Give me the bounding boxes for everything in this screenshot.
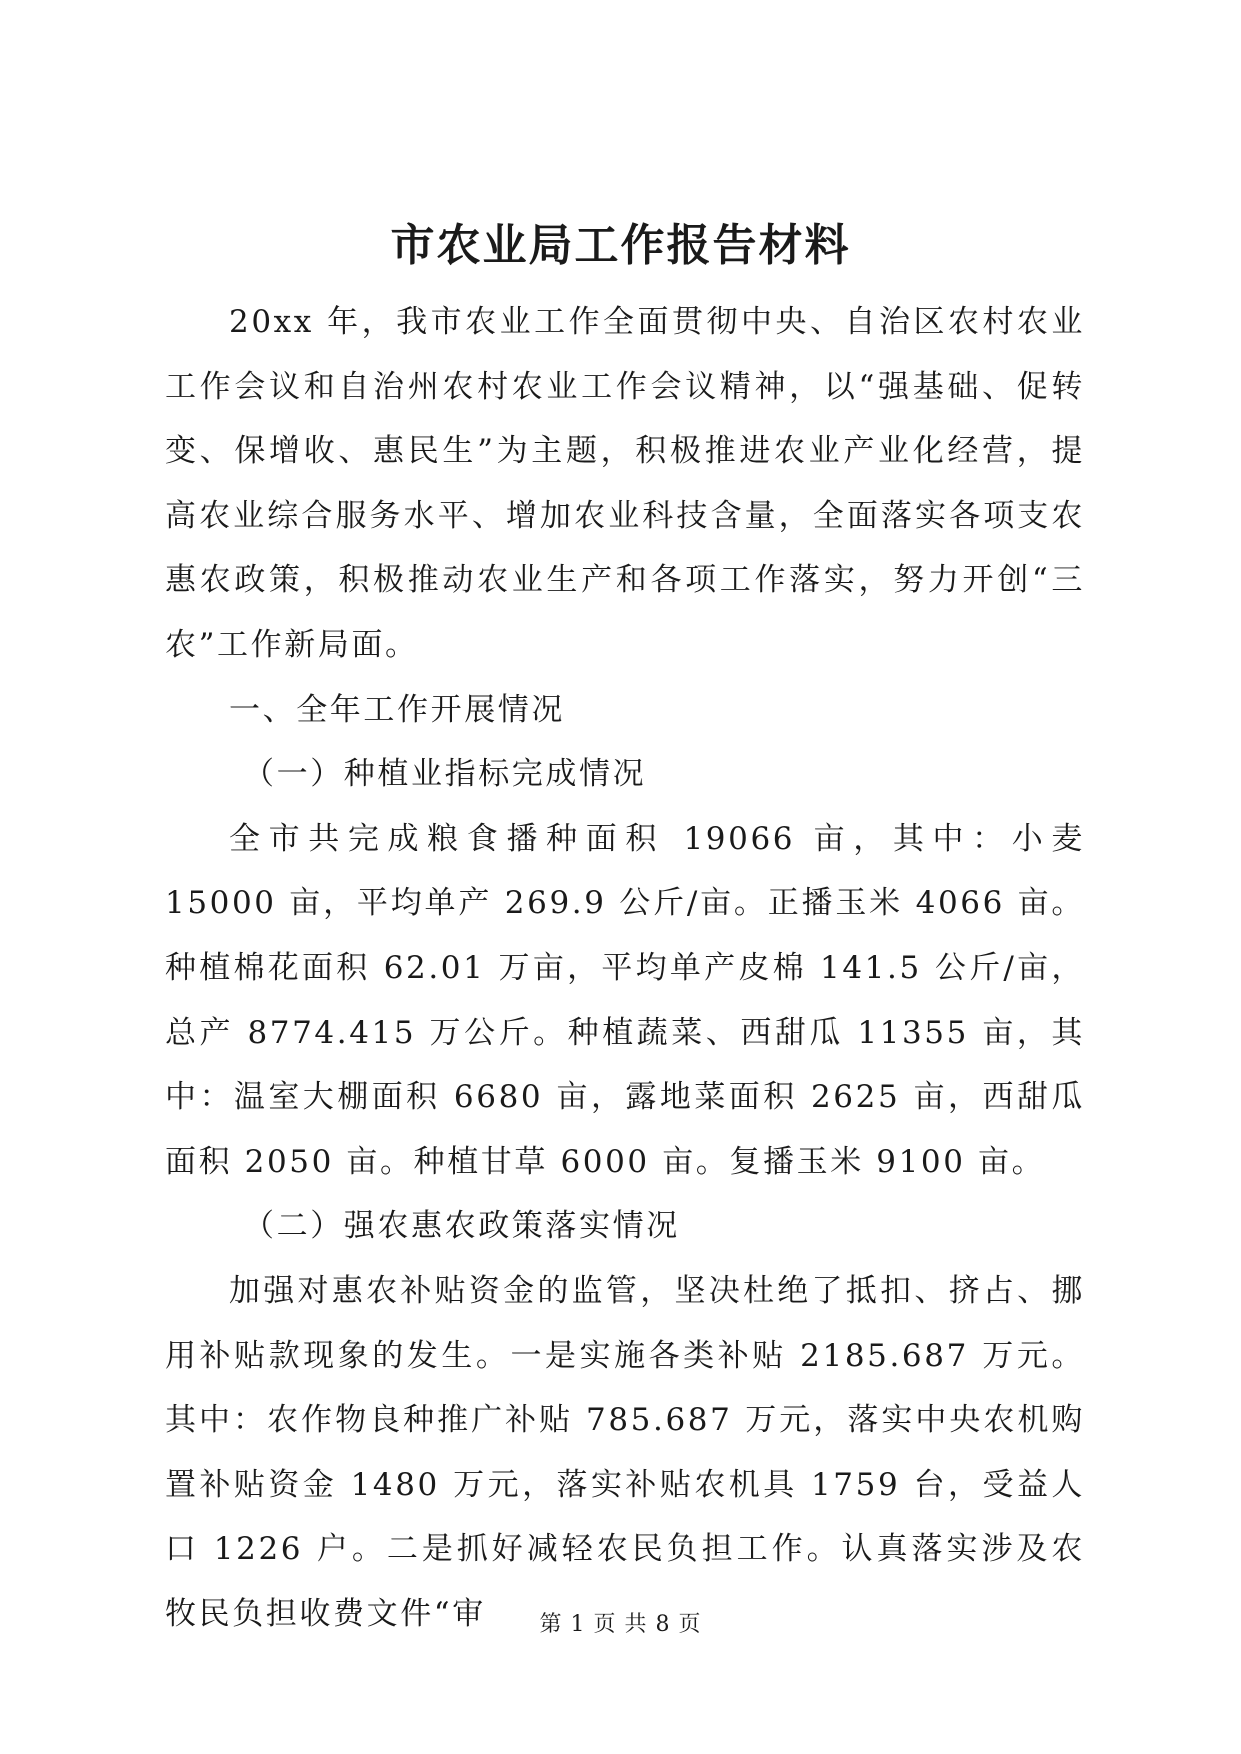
intro-paragraph: 20xx 年，我市农业工作全面贯彻中央、自治区农村农业工作会议和自治州农村农业工作会议精神，以“强基础、促转变、保增收、惠民生”为主题，积极推进农业产业化经营，提高农业综合服务水平、增加农业科技含量，全面落实各项支农惠农政策，积极推动农业生产和各项工作落实，努力开创“三农”工作新局面。 xyxy=(165,304,1085,663)
planting-paragraph: 全市共完成粮食播种面积 19066 亩，其中：小麦 15000 亩，平均单产 269.9 公斤/亩。正播玉米 4066 亩。种植棉花面积 62.01 万亩，平均单产皮棉 141.5 公斤/亩，总产 8774.415 万公斤。种植蔬菜、西甜瓜 11355 亩，其中：温室大棚面积 6680 亩，露地菜面积 2625 亩，西甜瓜面积 2050 亩。种植甘草 6000 亩。复播玉米 9100 亩。 xyxy=(165,820,1085,1180)
subsection-heading-1: （一）种植业指标完成情况 xyxy=(243,756,647,793)
subsection-heading-2: （二）强农惠农政策落实情况 xyxy=(243,1208,680,1245)
section-heading-1: 一、全年工作开展情况 xyxy=(229,691,565,728)
page-footer: 第 1 页 共 8 页 xyxy=(539,1612,702,1637)
document-body xyxy=(165,290,1085,1646)
document-title: 市农业局工作报告材料 xyxy=(390,220,851,271)
policy-paragraph: 加强对惠农补贴资金的监管，坚决杜绝了抵扣、挤占、挪用补贴款现象的发生。一是实施各类补贴 2185.687 万元。其中：农作物良种推广补贴 785.687 万元，落实中央农机购置补贴资金 1480 万元，落实补贴农机具 1759 台，受益人口 1226 户。二是抓好减轻农民负担工作。认真落实涉及农牧民负担收费文件“审 xyxy=(165,1272,1085,1632)
